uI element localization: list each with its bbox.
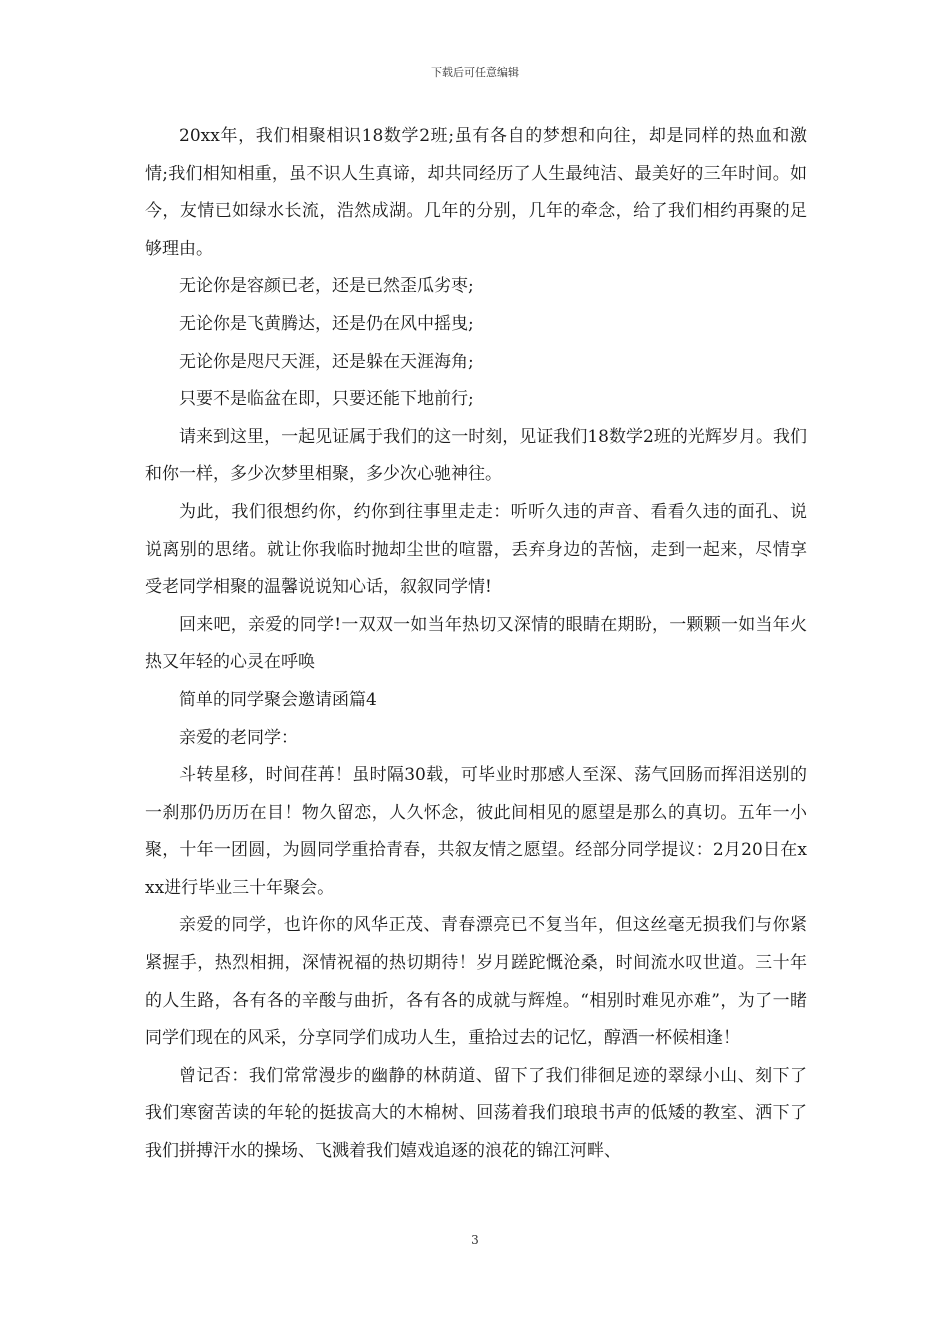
paragraph: 为此，我们很想约你，约你到往事里走走：听听久违的声音、看看久违的面孔、说说离别的思绪。就让你我临时抛却尘世的喧嚣，丢弃身边的苦恼，走到一起来，尽情享受老同学相聚的温馨说说知心话，叙叙同学情! <box>145 501 807 598</box>
section-heading: 简单的同学聚会邀请函篇4 <box>179 689 377 710</box>
page-header: 下载后可任意编辑 <box>431 66 519 79</box>
paragraph: 无论你是咫尺天涯，还是躲在天涯海角; <box>179 351 474 372</box>
page-number: 3 <box>471 1233 479 1247</box>
paragraph: 无论你是容颜已老，还是已然歪瓜劣枣; <box>179 276 474 297</box>
document-body <box>145 118 807 1171</box>
paragraph: 请来到这里，一起见证属于我们的这一时刻，见证我们18数学2班的光辉岁月。我们和你一样，多少次梦里相聚，多少次心驰神往。 <box>145 426 807 485</box>
paragraph: 无论你是飞黄腾达，还是仍在风中摇曳; <box>179 313 474 334</box>
paragraph: 回来吧，亲爱的同学!一双双一如当年热切又深情的眼睛在期盼，一颗颗一如当年火热又年轻的心灵在呼唤 <box>145 614 807 673</box>
paragraph: 曾记否：我们常常漫步的幽静的林荫道、留下了我们徘徊足迹的翠绿小山、刻下了我们寒窗苦读的年轮的挺拔高大的木棉树、回荡着我们琅琅书声的低矮的教室、洒下了我们拼搏汗水的操场、飞溅着我们嬉戏追逐的浪花的锦江河畔、 <box>145 1065 807 1162</box>
paragraph: 亲爱的同学，也许你的风华正茂、青春漂亮已不复当年，但这丝毫无损我们与你紧紧握手，热烈相拥，深情祝福的热切期待！岁月蹉跎慨沧桑，时间流水叹世道。三十年的人生路，各有各的辛酸与曲折，各有各的成就与辉煌。“相别时难见亦难”，为了一睹同学们现在的风采，分享同学们成功人生，重拾过去的记忆，醇酒一杯候相逢！ <box>145 915 807 1049</box>
paragraph: 20xx年，我们相聚相识18数学2班;虽有各自的梦想和向往，却是同样的热血和激情;我们相知相重，虽不识人生真谛，却共同经历了人生最纯洁、最美好的三年时间。如今，友情已如绿水长流，浩然成湖。几年的分别，几年的牵念，给了我们相约再聚的足够理由。 <box>145 126 807 259</box>
paragraph: 斗转星移，时间荏苒！虽时隔30载，可毕业时那感人至深、荡气回肠而挥泪送别的一刹那仍历历在目！物久留恋，人久怀念，彼此间相见的愿望是那么的真切。五年一小聚，十年一团圆，为圆同学重拾青春，共叙友情之愿望。经部分同学提议：2月20日在xxx进行毕业三十年聚会。 <box>145 765 807 898</box>
paragraph: 只要不是临盆在即，只要还能下地前行; <box>179 389 474 410</box>
salutation: 亲爱的老同学： <box>179 727 298 748</box>
